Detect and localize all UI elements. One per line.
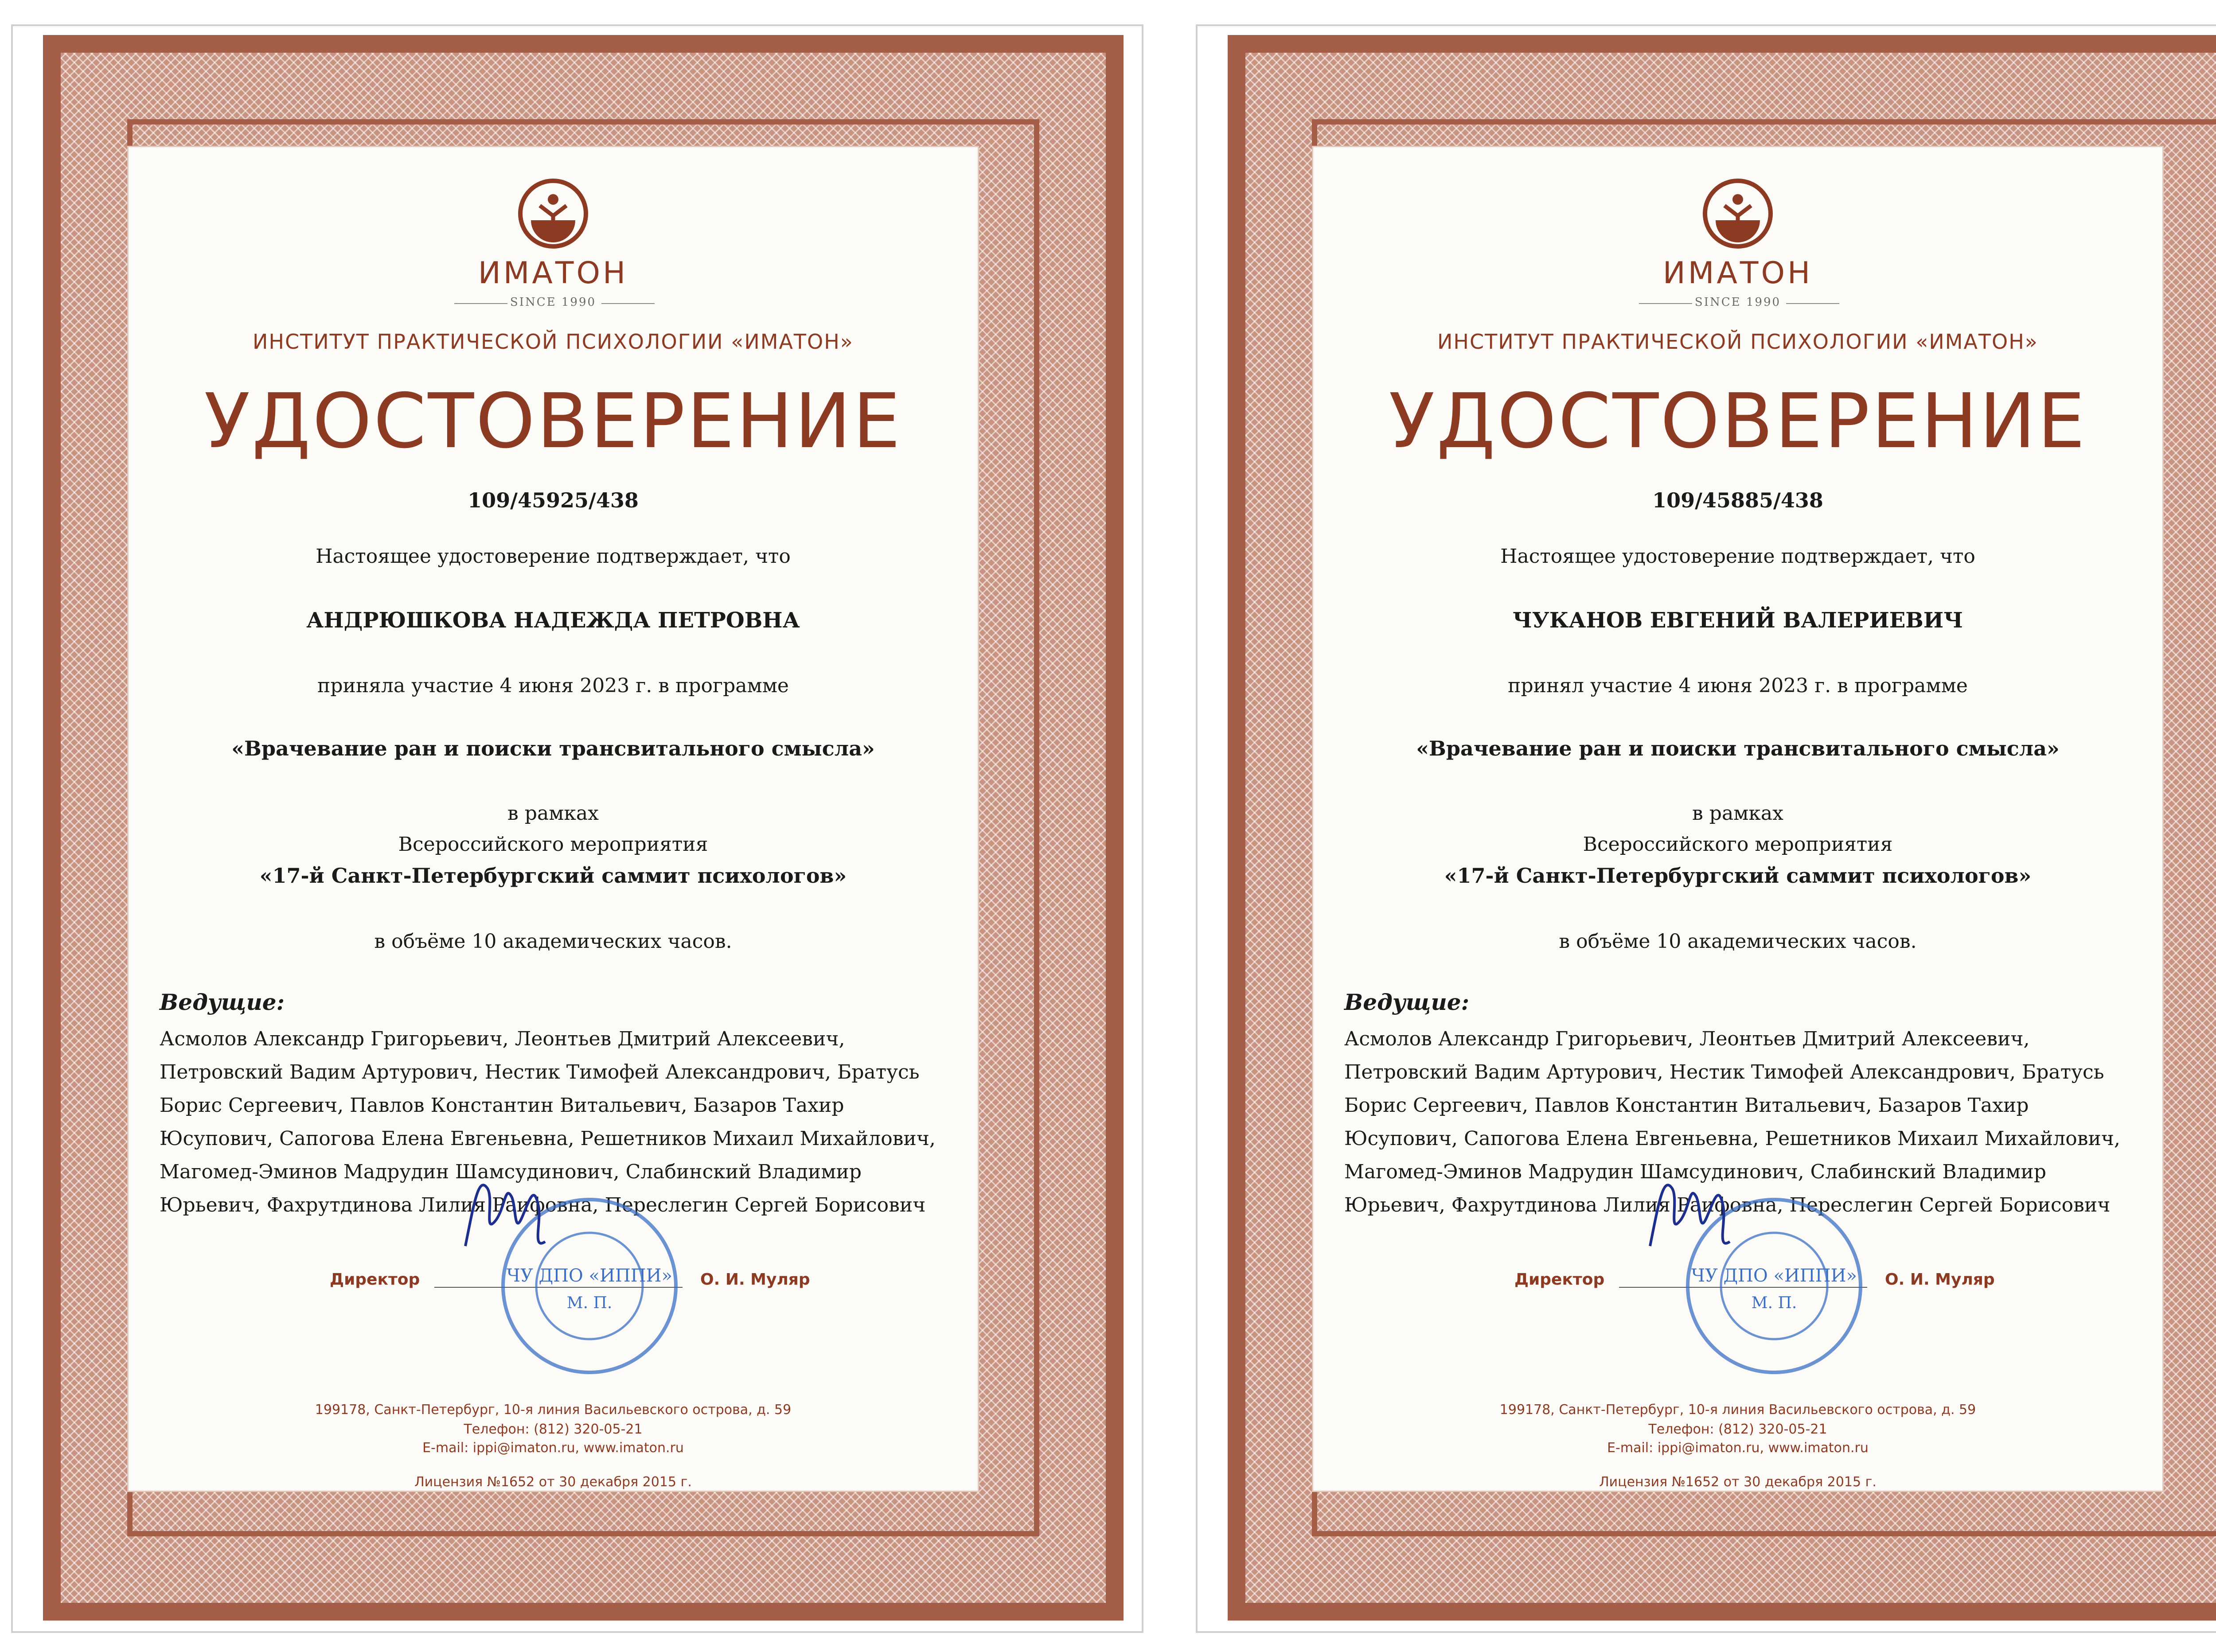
- institute-name: ИНСТИТУТ ПРАКТИЧЕСКОЙ ПСИХОЛОГИИ «ИМАТОН»: [1437, 330, 2038, 354]
- certificate-body: [127, 146, 979, 1492]
- divider-right: [1786, 303, 1839, 304]
- leaders-label: Ведущие:: [160, 989, 285, 1015]
- program-title: «Врачевание ран и поиски трансвитального смысла»: [1416, 736, 2060, 760]
- recipient-name: АНДРЮШКОВА НАДЕЖДА ПЕТРОВНА: [306, 608, 800, 633]
- leaders-list: Асмолов Александр Григорьевич, Леонтьев Дмитрий Алексеевич, Петровский Вадим Артурович, Нестик Тимофей Александрович, Братусь Борис Сергеевич, Павлов Константин Витальевич, Базаров Тахир Юсупович, Сапогова Елена Евгеньевна, Решетников Михаил Михайлович, Магомед-Эминов Мадрудин Шамсудинович, Слабинский Владимир Юрьевич, Фахрутдинова Лилия Раифовна, Переслегин Сергей Борисович: [1344, 1028, 2120, 1216]
- brand-name: ИМАТОН: [1662, 256, 1813, 291]
- certificate-body: [1312, 146, 2164, 1492]
- director-name: О. И. Муляр: [1885, 1270, 1995, 1289]
- program-title: «Врачевание ран и поиски трансвитального смысла»: [231, 736, 875, 760]
- director-label: Директор: [1514, 1270, 1605, 1289]
- institute-name: ИНСТИТУТ ПРАКТИЧЕСКОЙ ПСИХОЛОГИИ «ИМАТОН»: [253, 330, 854, 354]
- signature-icon: [439, 1149, 572, 1282]
- hours-text: в объёме 10 академических часов.: [374, 930, 732, 953]
- signature-icon: [1623, 1149, 1756, 1282]
- email-text: E-mail: ippi@imaton.ru, www.imaton.ru: [422, 1440, 684, 1456]
- stamp-mp-text: М. П.: [1751, 1294, 1797, 1312]
- leaders-label: Ведущие:: [1344, 989, 1470, 1015]
- director-name: О. И. Муляр: [700, 1270, 810, 1289]
- frame-label: в рамках: [1692, 802, 1783, 825]
- leaders-list: Асмолов Александр Григорьевич, Леонтьев Дмитрий Алексеевич, Петровский Вадим Артурович, Нестик Тимофей Александрович, Братусь Борис Сергеевич, Павлов Константин Витальевич, Базаров Тахир Юсупович, Сапогова Елена Евгеньевна, Решетников Михаил Михайлович, Магомед-Эминов Мадрудин Шамсудинович, Слабинский Владимир Юрьевич, Фахрутдинова Лилия Раифовна, Переслегин Сергей Борисович: [160, 1028, 936, 1216]
- certificate-number: 109/45925/438: [468, 488, 639, 512]
- stamp-center-text: ЧУ ДПО «ИППИ»: [1691, 1266, 1857, 1286]
- document-title: УДОСТОВЕРЕНИЕ: [1389, 378, 2087, 465]
- since-label: SINCE 1990: [510, 296, 597, 309]
- recipient-name: ЧУКАНОВ ЕВГЕНИЙ ВАЛЕРИЕВИЧ: [1512, 608, 1963, 633]
- stamp-mp-text: М. П.: [566, 1294, 613, 1312]
- address-text: 199178, Санкт-Петербург, 10-я линия Васильевского острова, д. 59: [315, 1402, 792, 1418]
- participation-text: принял участие 4 июня 2023 г. в программе: [1508, 674, 1968, 697]
- hours-text: в объёме 10 академических часов.: [1559, 930, 1917, 953]
- phone-text: Телефон: (812) 320-05-21: [1648, 1422, 1827, 1437]
- certificate-number: 109/45885/438: [1652, 488, 1823, 512]
- intro-text: Настоящее удостоверение подтверждает, что: [1500, 545, 1975, 568]
- document-title: УДОСТОВЕРЕНИЕ: [204, 378, 902, 465]
- imaton-logo-icon: [518, 178, 589, 249]
- since-label: SINCE 1990: [1694, 296, 1781, 309]
- license-text: Лицензия №1652 от 30 декабря 2015 г.: [1599, 1474, 1877, 1490]
- intro-text: Настоящее удостоверение подтверждает, что: [316, 545, 791, 568]
- event-title: «17-й Санкт-Петербургский саммит психологов»: [1444, 864, 2032, 888]
- event-label: Всероссийского мероприятия: [1583, 833, 1893, 856]
- divider-right: [601, 303, 655, 304]
- phone-text: Телефон: (812) 320-05-21: [464, 1422, 643, 1437]
- participation-text: приняла участие 4 июня 2023 г. в программе: [317, 674, 789, 697]
- frame-label: в рамках: [507, 802, 599, 825]
- event-label: Всероссийского мероприятия: [398, 833, 708, 856]
- imaton-logo-icon: [1702, 178, 1773, 249]
- address-text: 199178, Санкт-Петербург, 10-я линия Васильевского острова, д. 59: [1499, 1402, 1976, 1418]
- event-title: «17-й Санкт-Петербургский саммит психологов»: [259, 864, 847, 888]
- email-text: E-mail: ippi@imaton.ru, www.imaton.ru: [1607, 1440, 1869, 1456]
- certificate-page-2: [1196, 24, 2216, 1633]
- director-label: Директор: [330, 1270, 420, 1289]
- brand-name: ИМАТОН: [478, 256, 628, 291]
- stamp-center-text: ЧУ ДПО «ИППИ»: [507, 1266, 672, 1286]
- certificate-page-1: [11, 24, 1143, 1633]
- license-text: Лицензия №1652 от 30 декабря 2015 г.: [414, 1474, 692, 1490]
